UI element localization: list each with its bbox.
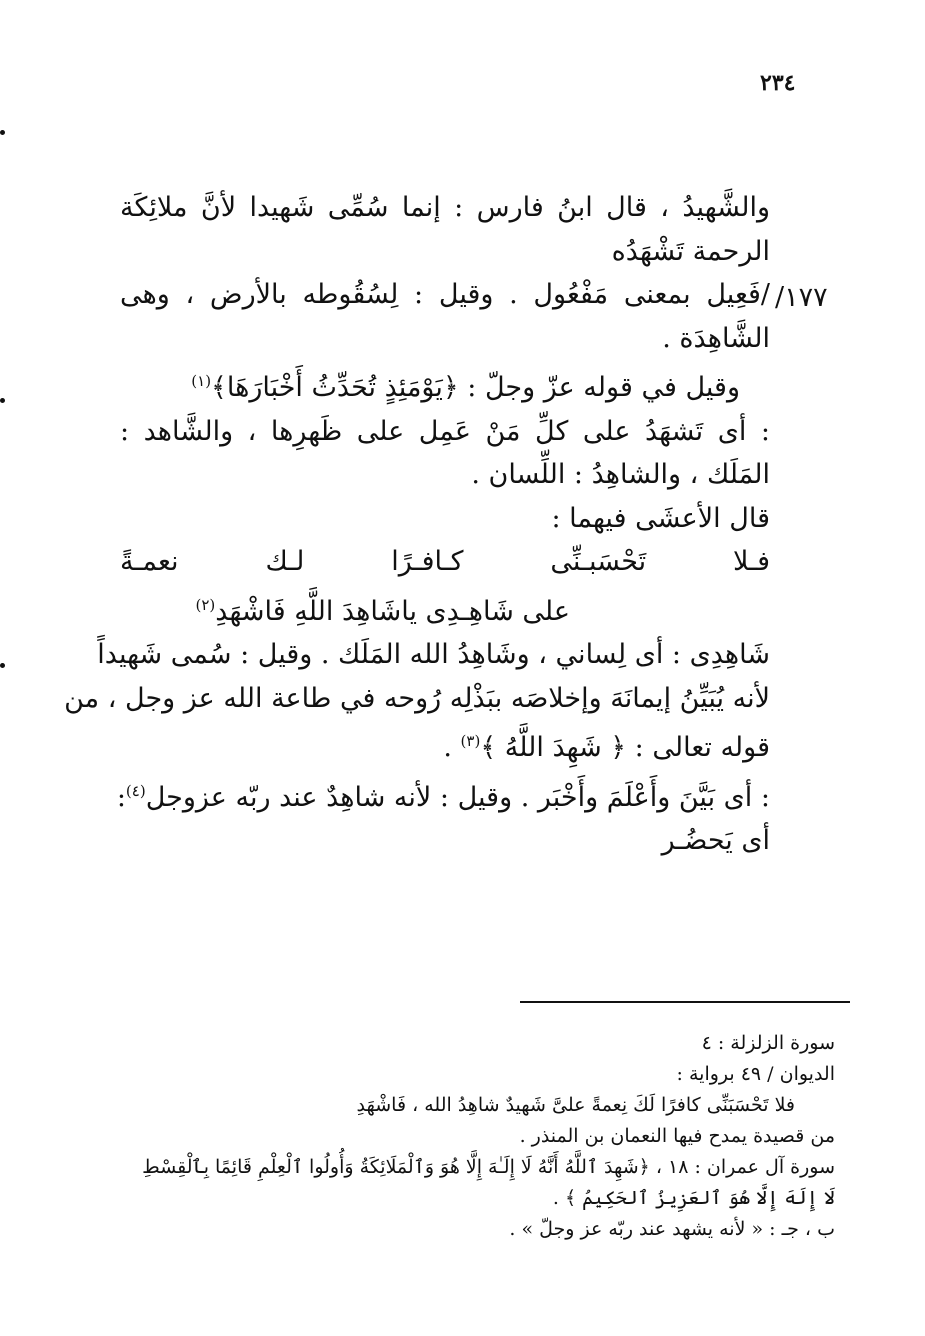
text-segment: قوله تعالى : ﴿ شَهِدَ اللَّهُ ﴾ <box>480 732 770 763</box>
footnote-line: من قصيدة يمدح فيها النعمان بن المنذر . <box>519 1125 835 1147</box>
footnote-line: سورة آل عمران : ١٨ ، ﴿شَهِدَ ٱللَّهُ أَنَّهُ لَا إِلَـٰهَ إِلَّا هُوَ وَٱلْمَلَائِكَةُ وَأُولُوا ٱلْعِلْمِ قَائِمًا بِٱلْقِسْطِ <box>142 1156 835 1178</box>
footnote-line: فلا تَحْسَبَنِّى كافرًا لَكَ نِعمةً علىَّ شَهيدٌ شاهِدُ الله ، فَاشْهَدِ <box>356 1094 795 1116</box>
text-line: لأنه يُبَيِّنُ إيمانَهَ وإخلاصَه ببَذْلِه رُوحه في طاعة الله عز وجل ، من <box>64 682 770 714</box>
text-segment: : أى بَيَّنَ وأَعْلَمَ وأَخْبَر . وقيل : لأنه شاهِدٌ عند ربّه عزوجل <box>145 781 770 813</box>
edge-mark <box>0 130 5 135</box>
edge-mark <box>0 398 5 403</box>
footnote-line: لَا إِلَهَ إِلَّا هُوَ ٱلعَزِيزُ ٱلحَكِيمُ ﴾ . <box>552 1187 835 1209</box>
text-segment: . <box>443 732 461 763</box>
text-line: الشَّاهِدَة . <box>662 322 770 354</box>
footnote-line: الديوان / ٤٩ برواية : <box>676 1063 835 1085</box>
footnote-ref: (٢) <box>195 595 216 614</box>
main-text <box>64 186 770 863</box>
footnote-ref: (٤) <box>125 781 146 800</box>
text-line: الرحمة تَشْهَدُه <box>611 235 770 267</box>
poem-hemistich-1: فـلا تَحْسَبـنِّى كـافـرًا لـك نعمـةً <box>120 546 770 577</box>
page-number: ٢٣٤ <box>760 70 796 96</box>
margin-folio-number: ١٧٧/ <box>775 282 828 313</box>
text-line: : أى تَشهَدُ على كلِّ مَنْ عَمِل على ظَهرِها ، والشَّاهد : <box>120 415 770 447</box>
footnote-ref: (١) <box>191 372 212 390</box>
text-segment: : <box>116 781 126 813</box>
edge-mark <box>0 663 5 668</box>
text-line: /فَعِيل بمعنى مَفْعُول . وقيل : لِسُقُوطه بالأرض ، وهى <box>120 279 770 310</box>
text-line: قال الأعشَى فيهما : <box>551 502 770 534</box>
text-line <box>120 360 770 410</box>
poem-hemistich-2 <box>120 584 770 634</box>
footnotes <box>125 1028 835 1245</box>
text-line <box>116 770 770 820</box>
text-segment: وقيل في قوله عزّ وجلّ : ﴿يَوْمَئِذٍ تُحَدِّثُ أَخْبَارَهَا﴾ <box>211 372 740 403</box>
text-line: شَاهِدِى : أى لِساني ، وشَاهِدُ الله المَلَك . وقيل : سُمى شَهيداً <box>97 639 770 670</box>
footnote-ref: (٣) <box>460 732 481 750</box>
text-line: أى يَحضُـر <box>661 825 770 856</box>
text-line <box>120 720 770 770</box>
footnote-line: سورة الزلزلة : ٤ <box>701 1032 835 1054</box>
text-segment: على شَاهِـدِى ياشَاهِدَ اللَّهِ فَاشْهَدِ <box>215 595 570 627</box>
footnote-separator <box>520 1001 850 1003</box>
text-line: المَلَك ، والشاهِدُ : اللِّسان . <box>471 459 770 490</box>
text-line: والشَّهيدُ ، قال ابنُ فارس : إنما سُمِّى شَهيدا لأنَّ ملائِكَة <box>120 192 770 223</box>
footnote-line: ب ، جـ : « لأنه يشهد عند ربّه عز وجلّ » . <box>509 1218 835 1240</box>
